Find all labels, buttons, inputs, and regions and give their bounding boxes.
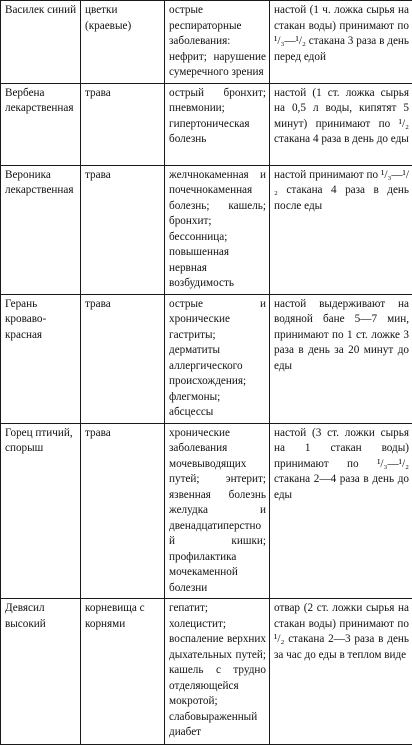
indications: острые и хронические гастриты; дерматиты аллергического происхождения; флегмоны; абсцессы [165, 294, 270, 423]
usage: настой (3 ст. ложки сырья на 1 стакан воды) принимают по ¹/₃—¹/₂ стакана 2—4 раза в день до еды [270, 423, 412, 599]
indications: желчнокаменная и почечнокаменная болезнь; кашель; бронхит; бессонница; повышенная нервная возбудимость [165, 165, 270, 294]
usage: настой принимают по ¹/₃—¹/₂ стакана 4 раза в день после еды [270, 165, 412, 294]
table-row [1, 423, 412, 599]
indications: хронические заболевания мочевыводящих путей; энтерит; язвенная болезнь желудка и двенадцатиперстной кишки; профилактика мочекаменной болезни [165, 423, 270, 599]
plant-name: Девясил высокий [1, 599, 81, 745]
plant-part: корневища с корнями [81, 599, 165, 745]
usage: настой (1 ч. ложка сырья на стакан воды) принимают по ¹/₃—¹/₂ стакана 3 раза в день перед едой [270, 1, 412, 84]
table-row [1, 1, 412, 84]
plant-name: Герань кроваво-красная [1, 294, 81, 423]
table-row [1, 165, 412, 294]
plant-part: трава [81, 423, 165, 599]
usage: настой (1 ст. ложка сырья на 0,5 л воды, кипятят 5 минут) принимают по ¹/₂ стакана 4 раза в день до еды [270, 83, 412, 165]
usage: настой выдерживают на водяной бане 5—7 мин, принимают по 1 ст. ложке 3 раза в день за 20 минут до еды [270, 294, 412, 423]
usage: отвар (2 ст. ложки сырья на стакан воды) принимают по ¹/₂ стакана 2—3 раза в день за час до еды в теплом виде [270, 599, 412, 745]
plant-name: Вероника лекарственная [1, 165, 81, 294]
indications: гепатит; холецистит; воспаление верхних дыхательных путей; кашель с трудно отделяющейся мокротой; слабовыраженный диабет [165, 599, 270, 745]
plant-part: трава [81, 83, 165, 165]
plant-part: трава [81, 165, 165, 294]
table-row [1, 83, 412, 165]
plant-name: Вербена лекарственная [1, 83, 81, 165]
plant-part: трава [81, 294, 165, 423]
indications: острый бронхит; пневмонии; гипертоническая болезнь [165, 83, 270, 165]
plant-name: Василек синий [1, 1, 81, 84]
plant-part: цветки (краевые) [81, 1, 165, 84]
table-row [1, 294, 412, 423]
indications: острые респираторные заболевания: нефрит; нарушение сумеречного зрения [165, 1, 270, 84]
table-row [1, 599, 412, 745]
plant-name: Горец птичий, спорыш [1, 423, 81, 599]
